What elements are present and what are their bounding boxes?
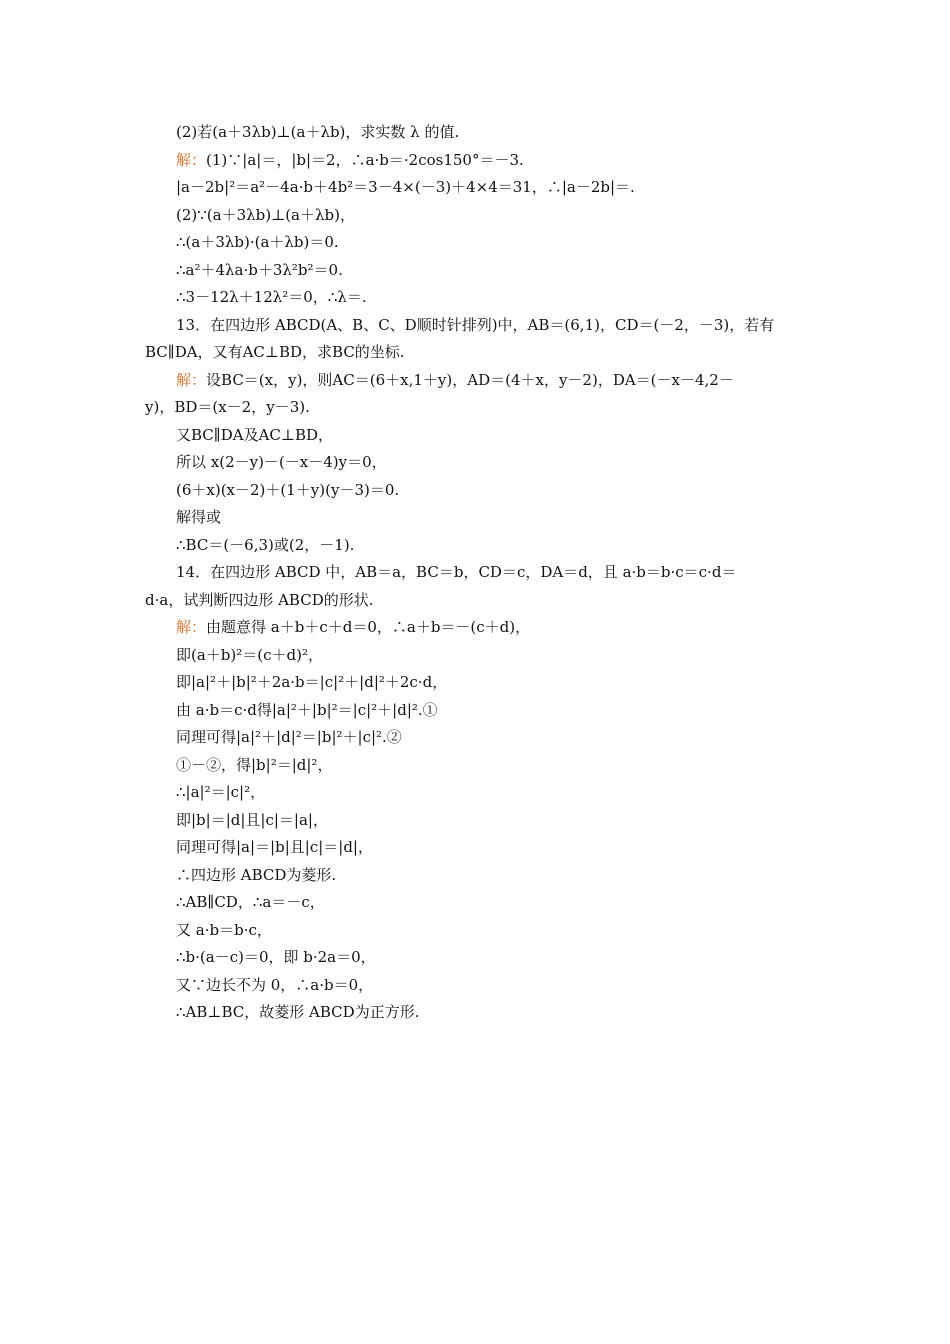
solution-13-line-5: (6＋x)(x－2)＋(1＋y)(y－3)＝0. <box>176 481 400 499</box>
solution-13-line-1: 解：设BC＝(x，y)，则AC＝(6＋x,1＋y)，AD＝(4＋x，y－2)，DA＝(－x－4,2－ <box>176 371 734 389</box>
solution-14-line-1: 解：由题意得 a＋b＋c＋d＝0，∴a＋b＝－(c＋d)， <box>176 618 531 636</box>
question-14-line-1: 14．在四边形 ABCD 中，AB＝a，BC＝b，CD＝c，DA＝d，且 a·b＝b·c＝c·d＝ <box>176 563 737 581</box>
solution-14-line-6: ①－②，得|b|²＝|d|²， <box>176 756 333 774</box>
question-14-line-2: d·a，试判断四边形 ABCD的形状. <box>145 591 374 609</box>
solution-14-line-2: 即(a＋b)²＝(c＋d)²， <box>176 646 323 664</box>
solution-14-line-11: ∴AB∥CD，∴a＝－c， <box>176 893 325 911</box>
solution-14-line-5: 同理可得|a|²＋|d|²＝|b|²＋|c|².② <box>176 728 402 746</box>
solution-14-line-7: ∴|a|²＝|c|²， <box>176 783 266 801</box>
solution-12-line-4: ∴(a＋3λb)·(a＋λb)＝0. <box>176 233 339 251</box>
solution-13-line-3: 又BC∥DA及AC⊥BD， <box>176 426 334 444</box>
solution-14-line-13: ∴b·(a－c)＝0，即 b·2a＝0， <box>176 948 376 966</box>
solution-13-line-2: y)，BD＝(x－2，y－3). <box>145 398 310 416</box>
question-12-part-2: (2)若(a＋3λb)⊥(a＋λb)，求实数 λ 的值. <box>176 123 460 141</box>
solution-label: 解： <box>176 371 207 389</box>
solution-13-line-6: 解得或 <box>176 508 222 526</box>
solution-12-line-5: ∴a²＋4λa·b＋3λ²b²＝0. <box>176 261 343 279</box>
solution-14-line-10: ∴四边形 ABCD为菱形. <box>176 866 337 884</box>
question-13-line-2: BC∥DA，又有AC⊥BD，求BC的坐标. <box>145 343 405 361</box>
solution-12-line-2: |a－2b|²＝a²－4a·b＋4b²＝3－4×(－3)＋4×4＝31，∴|a－2b|＝. <box>176 178 635 196</box>
solution-14-line-9: 同理可得|a|＝|b|且|c|＝|d|， <box>176 838 373 856</box>
solution-12-line-3: (2)∵(a＋3λb)⊥(a＋λb)， <box>176 206 355 224</box>
solution-14-line-3: 即|a|²＋|b|²＋2a·b＝|c|²＋|d|²＋2c·d， <box>176 673 448 691</box>
solution-14-line-8: 即|b|＝|d|且|c|＝|a|， <box>176 811 328 829</box>
solution-12-line-6: ∴3－12λ＋12λ²＝0，∴λ＝. <box>176 288 367 306</box>
solution-14-line-4: 由 a·b＝c·d得|a|²＋|b|²＝|c|²＋|d|².① <box>176 701 438 719</box>
solution-13-line-7: ∴BC＝(－6,3)或(2，－1). <box>176 536 355 554</box>
solution-13-line-4: 所以 x(2－y)－(－x－4)y＝0， <box>176 453 387 471</box>
solution-14-line-15: ∴AB⊥BC，故菱形 ABCD为正方形. <box>176 1003 420 1021</box>
solution-12-line-1: 解：(1)∵|a|＝，|b|＝2，∴a·b＝·2cos150°＝－3. <box>176 151 524 169</box>
solution-label: 解： <box>176 618 207 636</box>
question-13-line-1: 13．在四边形 ABCD(A、B、C、D顺时针排列)中，AB＝(6,1)，CD＝(－2，－3)，若有 <box>176 316 775 334</box>
solution-14-line-14: 又∵边长不为 0，∴a·b＝0， <box>176 976 374 994</box>
solution-label: 解： <box>176 151 207 169</box>
solution-14-line-12: 又 a·b＝b·c， <box>176 921 272 939</box>
